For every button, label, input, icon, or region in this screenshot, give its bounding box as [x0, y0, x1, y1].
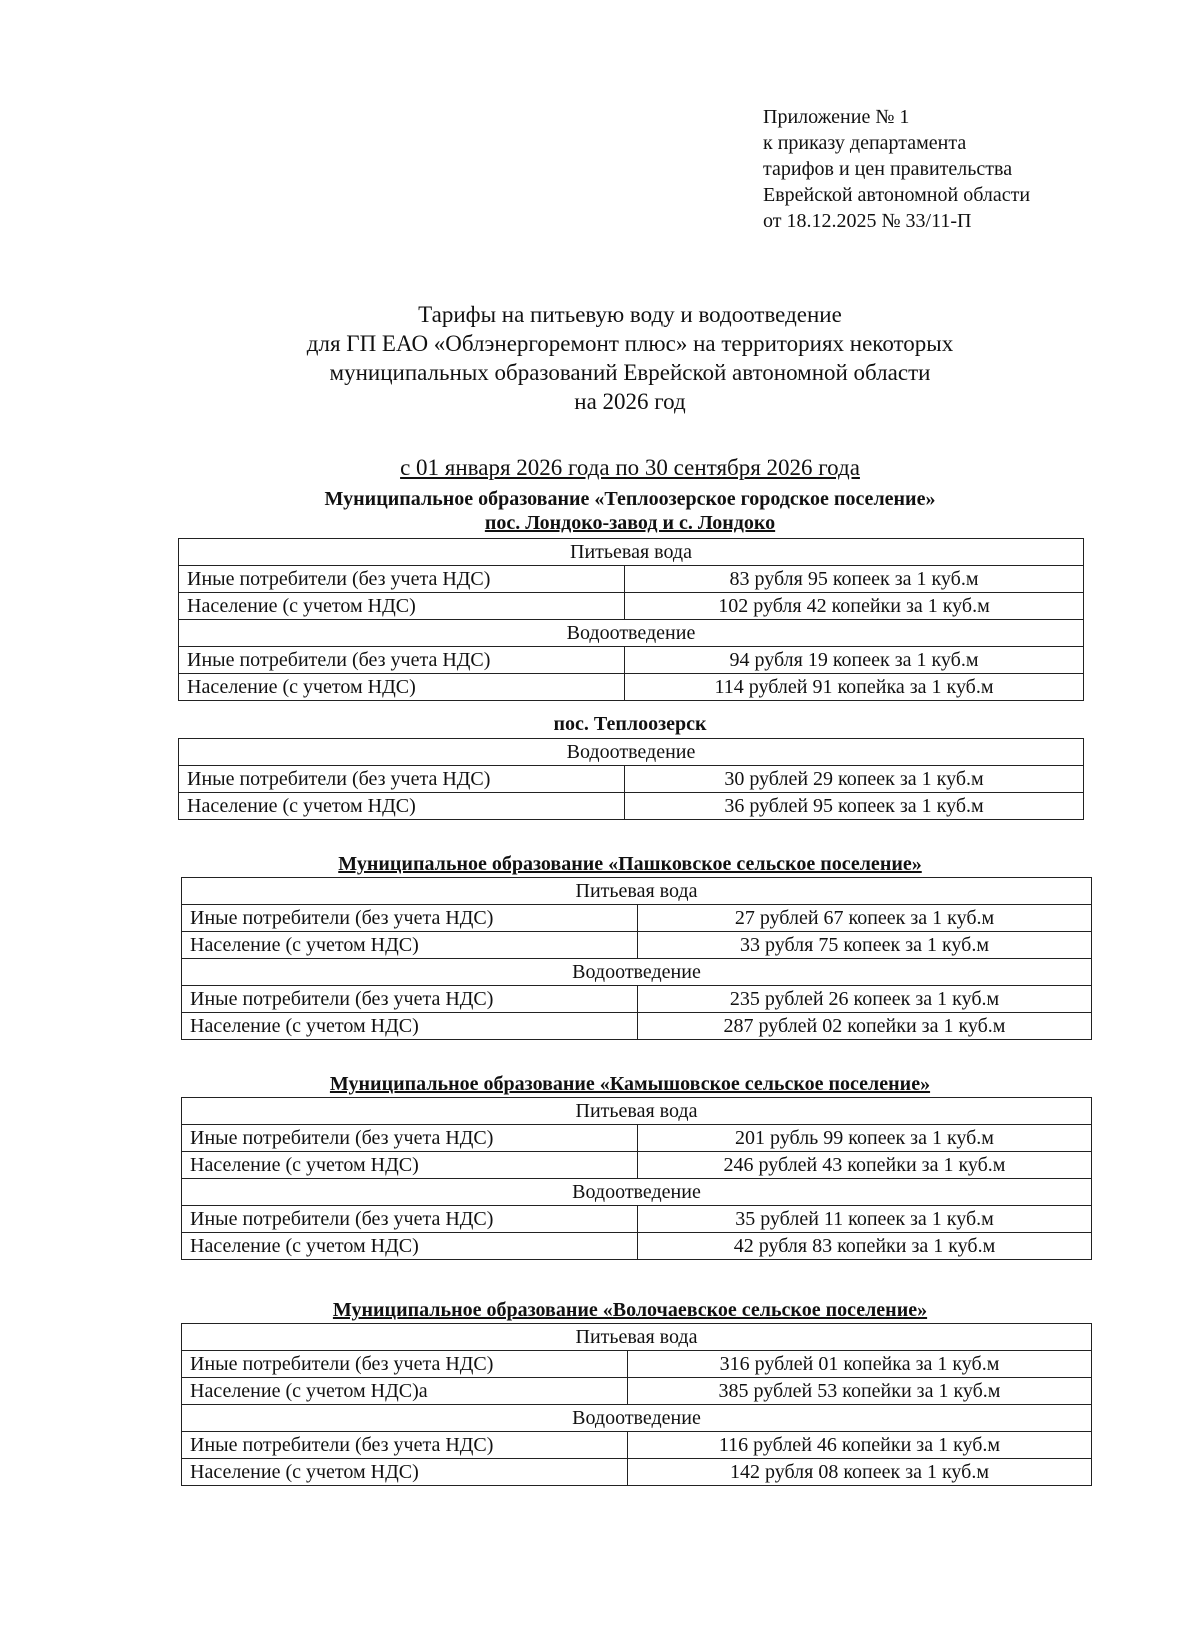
tariff-cell: 83 рубля 95 копеек за 1 куб.м — [625, 566, 1084, 593]
table-row — [182, 905, 1092, 932]
consumer-cell: Население (с учетом НДС) — [182, 1013, 638, 1040]
table-row — [182, 1125, 1092, 1152]
group-header: Водоотведение — [182, 1179, 1092, 1206]
table-row — [179, 620, 1084, 647]
consumer-cell: Население (с учетом НДС) — [182, 1459, 628, 1486]
tariff-table — [181, 1323, 1092, 1486]
tariff-cell: 102 рубля 42 копейки за 1 куб.м — [625, 593, 1084, 620]
validity-period: с 01 января 2026 года по 30 сентября 2026 года — [400, 455, 860, 480]
appendix-line: от 18.12.2025 № 33/11-П — [763, 210, 972, 232]
table-row — [179, 766, 1084, 793]
tariff-cell: 246 рублей 43 копейки за 1 куб.м — [638, 1152, 1092, 1179]
title-line: муниципальных образований Еврейской автономной области — [329, 360, 931, 385]
table-row — [182, 1405, 1092, 1432]
section-heading: Муниципальное образование «Камышовское сельское поселение» — [329, 1073, 931, 1095]
tariff-cell: 94 рубля 19 копеек за 1 куб.м — [625, 647, 1084, 674]
consumer-cell: Иные потребители (без учета НДС) — [182, 1351, 628, 1378]
table-row — [182, 1179, 1092, 1206]
consumer-cell: Население (с учетом НДС) — [179, 593, 625, 620]
consumer-cell: Иные потребители (без учета НДС) — [179, 766, 625, 793]
group-header: Водоотведение — [182, 1405, 1092, 1432]
tariff-cell: 235 рублей 26 копеек за 1 куб.м — [638, 986, 1092, 1013]
table-row — [182, 1013, 1092, 1040]
table-row — [182, 878, 1092, 905]
table-row — [182, 1233, 1092, 1260]
tariff-cell: 116 рублей 46 копейки за 1 куб.м — [628, 1432, 1092, 1459]
table-row — [182, 1459, 1092, 1486]
table-row — [182, 1206, 1092, 1233]
tariff-table — [181, 877, 1092, 1040]
table-row — [182, 1098, 1092, 1125]
table-row — [179, 647, 1084, 674]
table-row — [179, 739, 1084, 766]
tariff-cell: 316 рублей 01 копейка за 1 куб.м — [628, 1351, 1092, 1378]
section-heading: Муниципальное образование «Пашковское сельское поселение» — [338, 853, 922, 875]
tariff-table — [181, 1097, 1092, 1260]
group-header: Питьевая вода — [182, 878, 1092, 905]
consumer-cell: Население (с учетом НДС)а — [182, 1378, 628, 1405]
section-subheading: пос. Лондоко-завод и с. Лондоко — [484, 512, 776, 534]
group-header: Питьевая вода — [182, 1324, 1092, 1351]
table-row — [179, 674, 1084, 701]
tariff-cell: 201 рубль 99 копеек за 1 куб.м — [638, 1125, 1092, 1152]
title-line: Тарифы на питьевую воду и водоотведение — [418, 302, 842, 327]
consumer-cell: Иные потребители (без учета НДС) — [179, 647, 625, 674]
group-header: Водоотведение — [182, 959, 1092, 986]
table-row — [182, 1378, 1092, 1405]
group-header: Водоотведение — [179, 620, 1084, 647]
consumer-cell: Иные потребители (без учета НДС) — [182, 1432, 628, 1459]
tariff-cell: 33 рубля 75 копеек за 1 куб.м — [638, 932, 1092, 959]
appendix-line: Еврейской автономной области — [763, 184, 1031, 206]
tariff-cell: 142 рубля 08 копеек за 1 куб.м — [628, 1459, 1092, 1486]
section-heading: Муниципальное образование «Волочаевское сельское поселение» — [332, 1299, 928, 1321]
table-row — [179, 593, 1084, 620]
group-header: Водоотведение — [179, 739, 1084, 766]
consumer-cell: Иные потребители (без учета НДС) — [179, 566, 625, 593]
consumer-cell: Население (с учетом НДС) — [179, 793, 625, 820]
consumer-cell: Иные потребители (без учета НДС) — [182, 986, 638, 1013]
table-row — [182, 932, 1092, 959]
consumer-cell: Иные потребители (без учета НДС) — [182, 905, 638, 932]
consumer-cell: Население (с учетом НДС) — [182, 1152, 638, 1179]
title-line: на 2026 год — [574, 389, 686, 414]
table-row — [182, 1324, 1092, 1351]
group-header: Питьевая вода — [182, 1098, 1092, 1125]
appendix-line: тарифов и цен правительства — [763, 158, 1013, 180]
tariff-cell: 42 рубля 83 копейки за 1 куб.м — [638, 1233, 1092, 1260]
group-header: Питьевая вода — [179, 539, 1084, 566]
consumer-cell: Иные потребители (без учета НДС) — [182, 1206, 638, 1233]
consumer-cell: Население (с учетом НДС) — [182, 1233, 638, 1260]
table-row — [182, 1432, 1092, 1459]
document-title — [200, 300, 1060, 416]
appendix-line: Приложение № 1 — [763, 106, 910, 128]
appendix-block — [763, 104, 1030, 234]
table-row — [182, 1351, 1092, 1378]
tariff-cell: 30 рублей 29 копеек за 1 куб.м — [625, 766, 1084, 793]
appendix-line: к приказу департамента — [763, 132, 967, 154]
tariff-cell: 35 рублей 11 копеек за 1 куб.м — [638, 1206, 1092, 1233]
table-row — [182, 1152, 1092, 1179]
consumer-cell: Население (с учетом НДС) — [179, 674, 625, 701]
table-row — [179, 793, 1084, 820]
tariff-cell: 385 рублей 53 копейки за 1 куб.м — [628, 1378, 1092, 1405]
table-row — [179, 539, 1084, 566]
tariff-cell: 27 рублей 67 копеек за 1 куб.м — [638, 905, 1092, 932]
table-row — [182, 986, 1092, 1013]
table-row — [182, 959, 1092, 986]
tariff-cell: 287 рублей 02 копейки за 1 куб.м — [638, 1013, 1092, 1040]
table-row — [179, 566, 1084, 593]
section-heading: Муниципальное образование «Теплоозерское городское поселение» — [324, 488, 936, 510]
tariff-cell: 36 рублей 95 копеек за 1 куб.м — [625, 793, 1084, 820]
tariff-table — [178, 738, 1084, 820]
section-heading: пос. Теплоозерск — [553, 713, 707, 735]
consumer-cell: Население (с учетом НДС) — [182, 932, 638, 959]
tariff-table — [178, 538, 1084, 701]
tariff-cell: 114 рублей 91 копейка за 1 куб.м — [625, 674, 1084, 701]
consumer-cell: Иные потребители (без учета НДС) — [182, 1125, 638, 1152]
title-line: для ГП ЕАО «Облэнергоремонт плюс» на территориях некоторых — [306, 331, 954, 356]
